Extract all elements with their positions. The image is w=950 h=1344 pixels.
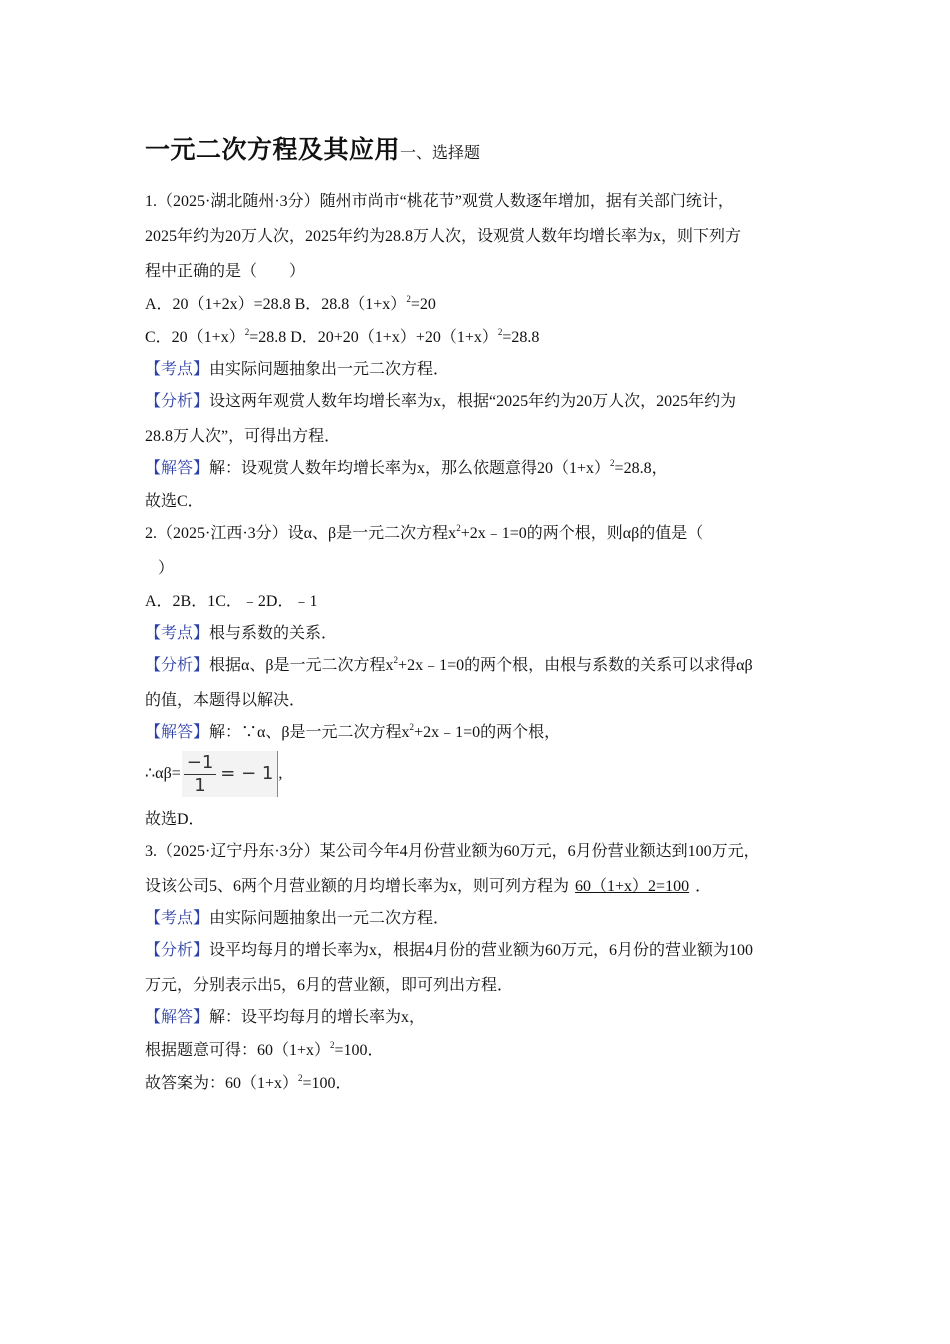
q2-jieda: 【解答】解：∵α、β是一元二次方程$x^2+2x﹣1=0$的两个根， <box>145 722 561 741</box>
q3-fenxi-line-1: 【分析】设平均每月的增长率为x，根据4月份的营业额为60万元，6月份的营业额为100 <box>145 942 754 959</box>
fenxi-tag: 【分析】 <box>145 942 210 959</box>
q3-stem-line-2: 设该公司5、6两个月营业额的月均增长率为x，则可列方程为 60（1+x）2=100 ． <box>145 878 712 895</box>
fraction-formula <box>182 751 279 797</box>
q1-jieda: 【解答】解：设观赏人数年均增长率为x，那么依题意得$20(1+x)^2=28.8$， <box>145 458 668 477</box>
q1-stem-line-3: 程中正确的是（ ） <box>145 263 306 280</box>
q1-options-cd: C．$20(1+x)^2=28.8$ D．$20+20(1+x)+20(1+x)^2=28.8$ <box>145 327 540 346</box>
q2-stem-line-1: 2.（2025·江西·3分）设α、β是一元二次方程$x^2+2x﹣1=0$的两个根，则αβ的值是（ <box>145 523 704 542</box>
fenxi-tag: 【分析】 <box>145 657 210 674</box>
q2-fenxi-line-2: 的值，本题得以解决． <box>145 692 306 709</box>
title-line <box>145 130 825 166</box>
q2-fraction-line <box>145 751 825 797</box>
fenxi-tag: 【分析】 <box>145 393 210 410</box>
q3-fenxi-line-2: 万元，分别表示出5，6月的营业额，即可列出方程． <box>145 977 514 994</box>
q3-stem-line-1: 3.（2025·辽宁丹东·3分）某公司今年4月份营业额为60万元，6月份营业额达到100万元， <box>145 843 760 860</box>
q3-jieda: 【解答】解：设平均每月的增长率为x， <box>145 1009 426 1026</box>
q1-answer: 故选C． <box>145 493 204 510</box>
q2-fenxi-line-1: 【分析】根据α、β是一元二次方程$x^2+2x﹣1=0$的两个根，由根与系数的关系可以求得αβ <box>145 655 753 674</box>
fraction <box>184 753 217 796</box>
fraction-denominator: 1 <box>194 774 206 796</box>
document-page <box>145 130 825 1094</box>
jieda-tag: 【解答】 <box>145 724 210 741</box>
answer-blank: 60（1+x）2=100 <box>575 878 690 895</box>
q1-kaodian: 【考点】由实际问题抽象出一元二次方程． <box>145 361 450 378</box>
kaodian-tag: 【考点】 <box>145 361 210 378</box>
q1-stem-line-1: 1.（2025·湖北随州·3分）随州市尚市“桃花节”观赏人数逐年增加，据有关部门统计， <box>145 193 734 210</box>
jieda-tag: 【解答】 <box>145 460 210 477</box>
fraction-numerator: −1 <box>184 753 217 775</box>
jieda-tag: 【解答】 <box>145 1009 210 1026</box>
q2-options: A．2B．1C．﹣2D．﹣1 <box>145 593 318 610</box>
q3-step: 根据题意可得：$60(1+x)^2=100$． <box>145 1040 384 1059</box>
formula-comma: , <box>278 765 283 782</box>
q1-fenxi-line-1: 【分析】设这两年观赏人数年均增长率为x，根据“2025年约为20万人次，2025年约为 <box>145 393 737 410</box>
fraction-result: = − 1 <box>220 763 274 784</box>
therefore-text: ∴αβ= <box>145 765 181 782</box>
document-title: 一元二次方程及其应用 <box>145 135 401 164</box>
q2-kaodian: 【考点】根与系数的关系． <box>145 625 338 642</box>
q3-final-answer: 故答案为：$60(1+x)^2=100$． <box>145 1073 352 1092</box>
q2-answer: 故选D． <box>145 811 205 828</box>
kaodian-tag: 【考点】 <box>145 910 210 927</box>
section-heading: 一、选择题 <box>400 145 481 162</box>
q1-options-ab: A．20（1+2x）=28.8 B．$28.8(1+x)^2=20$ <box>145 294 436 313</box>
q2-stem-line-2: ） <box>158 560 175 577</box>
kaodian-tag: 【考点】 <box>145 625 210 642</box>
q1-stem-line-2: 2025年约为20万人次，2025年约为28.8万人次，设观赏人数年均增长率为x，则下列方 <box>145 228 742 245</box>
q1-fenxi-line-2: 28.8万人次”，可得出方程． <box>145 428 341 445</box>
q3-kaodian: 【考点】由实际问题抽象出一元二次方程． <box>145 910 450 927</box>
